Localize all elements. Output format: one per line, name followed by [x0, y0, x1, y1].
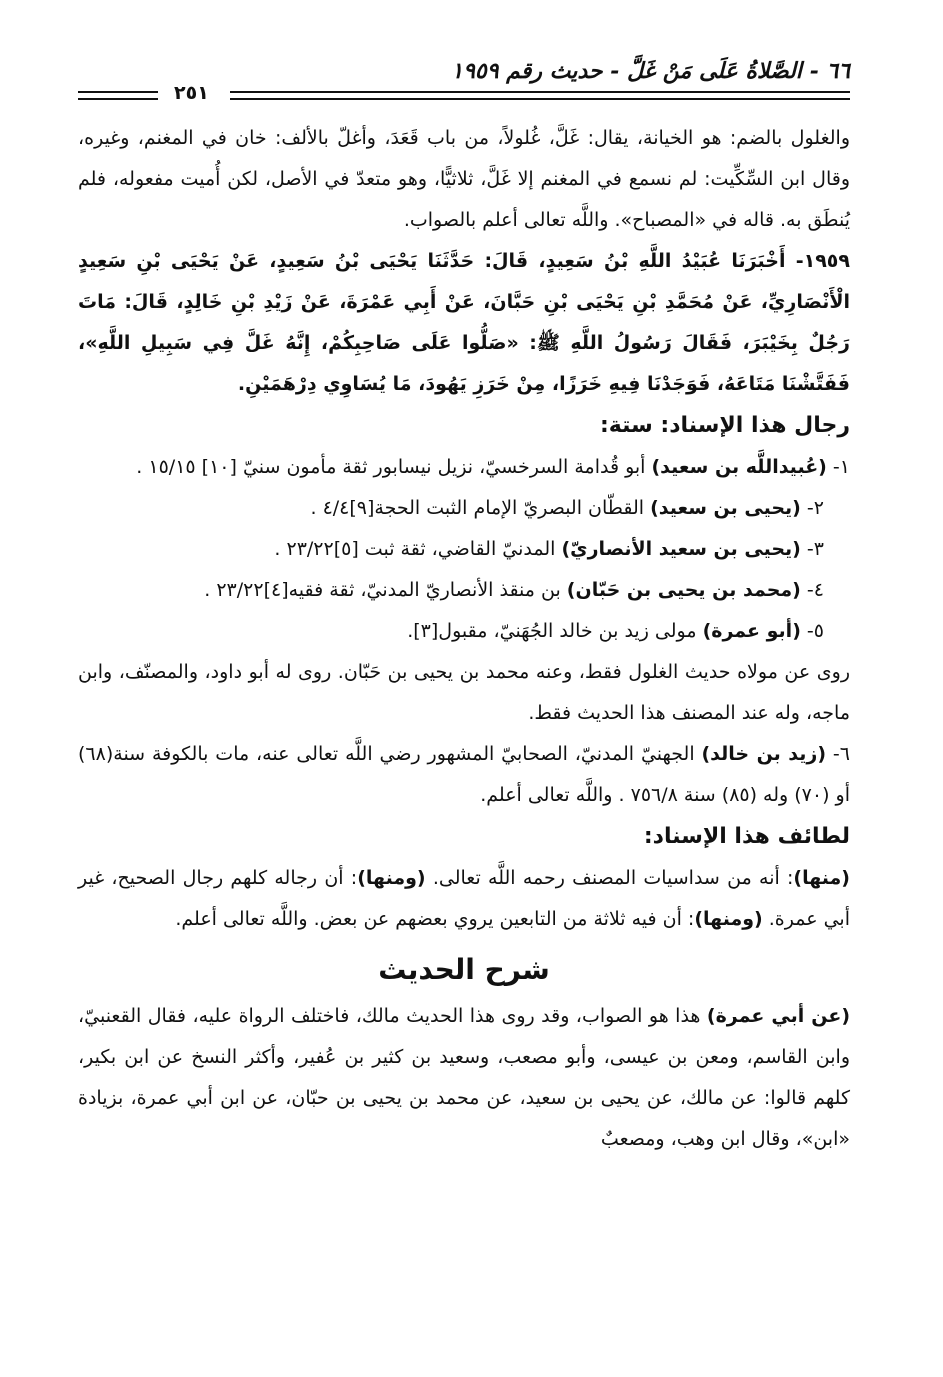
narrator-number: ٢- — [800, 497, 824, 519]
subtleties-heading: لطائف هذا الإسناد: — [643, 824, 850, 849]
narrator-name: (أبو عمرة) — [702, 620, 801, 642]
book-page — [78, 52, 850, 1160]
subtlety-marker: (ومنها) — [694, 908, 763, 930]
narrator-item — [78, 529, 850, 570]
page-header — [78, 52, 850, 118]
narrator-details: بن منقذ الأنصاريّ المدنيّ، ثقة فقيه[٤]٢٣/٢٢ . — [204, 579, 567, 601]
narrator-details: مولى زيد بن خالد الجُهَنيّ، مقبول[٣]. — [407, 620, 703, 642]
narrator-number: ٥- — [800, 620, 824, 642]
header-rule — [78, 91, 158, 93]
narrator-number: ٦- — [826, 743, 850, 765]
narrator-note: روى عن مولاه حديث الغلول فقط، وعنه محمد بن يحيى بن حَبّان. روى له أبو داود، والمصنّف، وابن ماجه، وله عند المصنف هذا الحديث فقط. — [78, 661, 850, 724]
narrator-name: (عُبيداللَّه بن سعيد) — [651, 456, 827, 478]
narrator-number: ٤- — [800, 579, 824, 601]
subtleties-paragraph — [78, 858, 850, 940]
narrator-name: (يحيى بن سعيد) — [650, 497, 801, 519]
narrator-item — [78, 570, 850, 611]
subtlety-text: : أن رجاله كلهم رجال الصحيح، غير أبي عمرة. — [78, 867, 850, 930]
narrator-name: (زيد بن خالد) — [701, 743, 827, 765]
commentary-text: هذا هو الصواب، وقد روى هذا الحديث مالك، فاختلف الرواة عليه، فقال القعنبيّ، وابن القاسم، ومعن بن عيسى، وأبو مصعب، وسعيد بن كثير بن عُفير، وأكثر النسخ عن ابن بكير، كلهم قالوا: عن مالك، عن يحيى بن سعيد، عن محمد بن يحيى بن حبّان، عن ابن أبي عمرة، بزيادة «ابن»، وقال ابن وهب، ومصعبٌ — [78, 1005, 850, 1150]
narrator-details: المدنيّ القاضي، ثقة ثبت [٥]٢٣/٢٢ . — [274, 538, 562, 560]
subtlety-text: : أنه من سداسيات المصنف رحمه اللَّه تعالى. — [425, 867, 794, 889]
subtlety-marker: (ومنها) — [357, 867, 426, 889]
narrator-details: أبو قُدامة السرخسيّ، نزيل نيسابور ثقة مأمون سنيّ [١٠] ١٥/١٥ . — [136, 456, 652, 478]
narrator-details: الجهنيّ المدنيّ، الصحابيّ المشهور رضي اللَّه تعالى عنه، مات بالكوفة سنة(٦٨) أو (٧٠) وله (٨٥) سنة ٧٥٦/٨ . واللَّه تعالى أعلم. — [78, 743, 850, 806]
narrator-details: القطّان البصريّ الإمام الثبت الحجة[٩]٤/٤ . — [310, 497, 651, 519]
narrator-list — [78, 447, 850, 652]
narrator-number: ١- — [826, 456, 850, 478]
page-number: ٢٥١ — [168, 82, 215, 104]
narrator-number: ٣- — [800, 538, 824, 560]
commentary-heading: شرح الحديث — [378, 953, 550, 986]
intro-paragraph: والغلول بالضم: هو الخيانة، يقال: غَلَّ، غُلولاً، من باب قَعَدَ، وأغلّ بالألف: خان في المغنم، وغيره، وقال ابن السِّكِّيت: لم نسمع في المغنم إلا غَلَّ، ثلاثيًّا، وهو متعدّ في الأصل، لكن أُميت مفعوله، فلم يُنطَق به. قاله في «المصباح». واللَّه تعالى أعلم بالصواب. — [78, 127, 850, 231]
header-rule — [230, 91, 850, 93]
commentary-paragraph — [78, 996, 850, 1160]
narrator-item — [78, 447, 850, 488]
narrator-name: (محمد بن يحيى بن حَبّان) — [566, 579, 801, 601]
narrator-item — [78, 734, 850, 816]
narrator-item — [78, 488, 850, 529]
narrators-heading: رجال هذا الإسناد: ستة: — [600, 413, 850, 438]
running-title: ٦٦ - الصَّلاةُ عَلَى مَنْ غَلَّ - حديث رقم ١٩٥٩ — [451, 58, 850, 84]
narrator-item — [78, 611, 850, 652]
narrator-name: (يحيى بن سعيد الأنصاريّ) — [561, 538, 801, 560]
hadith-text: ١٩٥٩- أَخْبَرَنَا عُبَيْدُ اللَّهِ بْنُ سَعِيدٍ، قَالَ: حَدَّثَنَا يَحْيَى بْنُ سَعِيدٍ، عَنْ يَحْيَى بْنِ سَعِيدٍ الْأَنْصَارِيِّ، عَنْ مُحَمَّدِ بْنِ يَحْيَى بْنِ حَبَّانَ، عَنْ أَبِي عَمْرَةَ، عَنْ زَيْدِ بْنِ خَالِدٍ، قَالَ: مَاتَ رَجُلٌ بِخَيْبَرَ، فَقَالَ رَسُولُ اللَّهِ ﷺ: «صَلُّوا عَلَى صَاحِبِكُمْ، إِنَّهُ غَلَّ فِي سَبِيلِ اللَّهِ»، فَفَتَّشْنَا مَتَاعَهُ، فَوَجَدْنَا فِيهِ خَرَزًا، مِنْ خَرَزِ يَهُودَ، مَا يُسَاوِي دِرْهَمَيْنِ. — [78, 250, 850, 395]
subtlety-marker: (منها) — [793, 867, 850, 889]
commentary-lead: (عن أبي عمرة) — [706, 1005, 851, 1027]
header-rule — [230, 98, 850, 100]
header-rule — [78, 98, 158, 100]
subtlety-text: : أن فيه ثلاثة من التابعين يروي بعضهم عن بعض. واللَّه تعالى أعلم. — [175, 908, 695, 930]
